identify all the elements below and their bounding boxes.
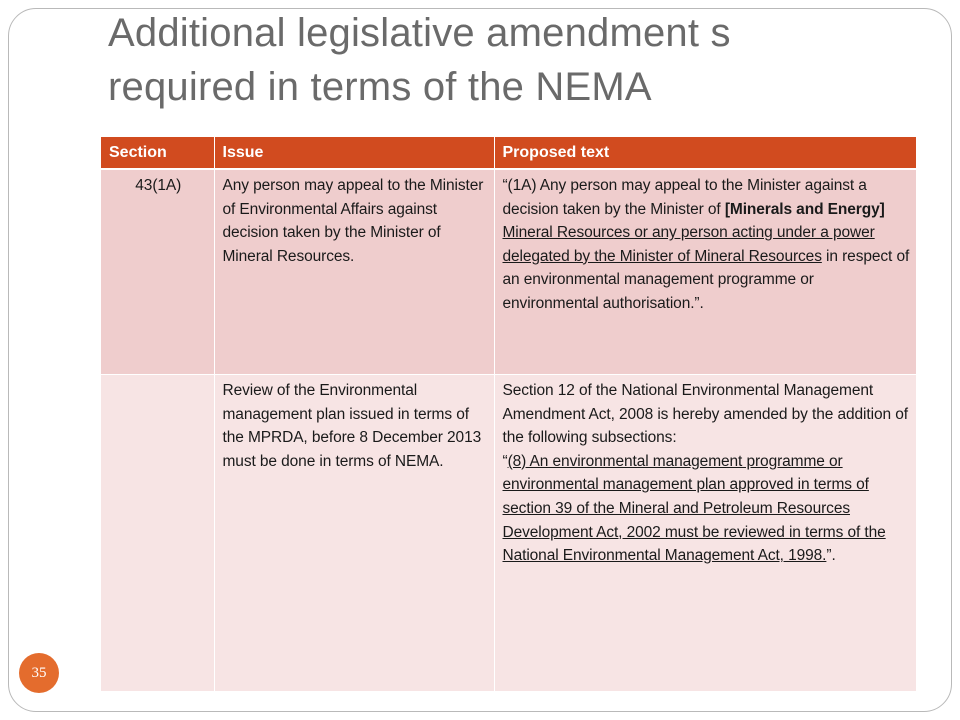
header-issue: Issue <box>214 137 494 169</box>
proposed-text-inserted: (8) An environmental management programme or environmental management plan approved in terms of section 39 of the Mineral and Petroleum Resources Development Act, 2002 must be reviewed in terms of the National Environmental Management Act, 1998. <box>502 452 886 565</box>
cell-proposed-text <box>494 169 916 375</box>
slide-title <box>108 6 928 114</box>
slide-title-line-1: Additional legislative amendment s <box>108 11 731 55</box>
header-proposed-text: Proposed text <box>494 137 916 169</box>
proposed-text-tail: in respect of an environmental management programme or environmental authorisation.”. <box>502 247 910 312</box>
amendments-table <box>101 137 916 691</box>
proposed-text-inserted: Mineral Resources or any person acting under a power delegated by the Minister of Mineral Resources <box>502 224 875 265</box>
proposed-text-subsection <box>503 450 911 568</box>
header-section: Section <box>101 137 214 169</box>
cell-issue: Review of the Environmental management plan issued in terms of the MPRDA, before 8 December 2013 must be done in terms of NEMA. <box>214 375 494 692</box>
table-row <box>101 169 916 375</box>
proposed-text-deleted-bracket: [Minerals and Energy] <box>724 200 885 218</box>
proposed-text-intro: Section 12 of the National Environmental Management Amendment Act, 2008 is hereby amended by the addition of the following subsections: <box>502 382 908 447</box>
cell-issue: Any person may appeal to the Minister of Environmental Affairs against decision taken by the Minister of Mineral Resources. <box>214 169 494 375</box>
cell-section: 43(1A) <box>101 169 214 375</box>
slide-title-line-2: required in terms of the NEMA <box>108 65 652 109</box>
table-row <box>101 375 916 692</box>
quote-open: “ <box>502 452 508 470</box>
slide-number: 35 <box>31 664 47 681</box>
cell-proposed-text <box>494 375 916 692</box>
slide-number-badge <box>19 653 59 693</box>
table-header-row <box>101 137 916 169</box>
proposed-text-intro: “(1A) Any person may appeal to the Minister against a decision taken by the Minister of <box>502 177 867 218</box>
cell-section <box>101 375 214 692</box>
quote-close: ”. <box>826 547 836 565</box>
